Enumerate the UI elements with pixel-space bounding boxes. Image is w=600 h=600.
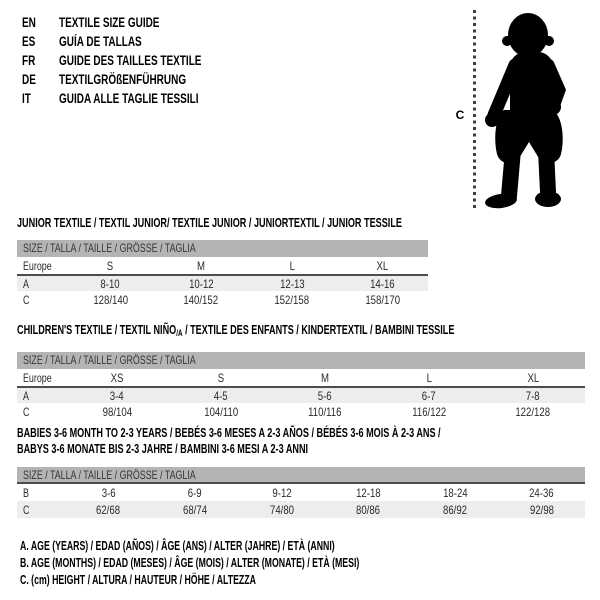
row-label: C xyxy=(23,404,30,419)
junior-table-title-text: JUNIOR TEXTILE / TEXTIL JUNIOR/ TEXTILE JUNIOR / JUNIORTEXTIL / JUNIOR TESSILE xyxy=(17,215,402,230)
value-cell: 68/74 xyxy=(182,502,208,517)
size-header-text: SIZE / TALLA / TAILLE / GRÖSSE / TAGLIA xyxy=(23,241,196,255)
row-label: Europe xyxy=(23,258,52,273)
junior-table-title xyxy=(17,215,428,231)
value-cell: 14-16 xyxy=(370,276,395,291)
value-cell: 80/86 xyxy=(356,502,381,517)
table-row-age xyxy=(17,274,428,291)
size-cell: M xyxy=(197,258,206,273)
table-row-age xyxy=(17,386,585,403)
footnote-c: C. (cm) HEIGHT / ALTURA / HAUTEUR / HÖHE / ALTEZZA xyxy=(20,573,256,587)
table-row-age-months xyxy=(17,484,585,501)
height-measure-label: C xyxy=(455,108,465,122)
language-code: ES xyxy=(22,34,36,49)
size-header-bar xyxy=(17,352,585,369)
size-header-bar xyxy=(17,240,428,257)
legend-row-fr xyxy=(22,51,252,70)
size-cell: XL xyxy=(376,258,389,273)
language-legend xyxy=(22,13,252,108)
footnotes xyxy=(20,538,505,589)
table-row-region xyxy=(17,257,428,274)
table-row-height xyxy=(17,291,428,308)
value-cell: 86/92 xyxy=(443,502,468,517)
language-code: EN xyxy=(22,15,36,30)
guide-title-it: GUIDA ALLE TAGLIE TESSILI xyxy=(59,91,199,106)
value-cell: 12-18 xyxy=(356,485,381,500)
table-row-height xyxy=(17,501,585,518)
height-measure-dashed-line xyxy=(473,10,476,208)
children-size-table xyxy=(17,322,585,420)
legend-row-it xyxy=(22,89,252,108)
value-cell: 98/104 xyxy=(102,404,132,419)
value-cell: 62/68 xyxy=(96,502,121,517)
guide-title-de: TEXTILGRÖßENFÜHRUNG xyxy=(59,72,187,87)
footnote-a: A. AGE (YEARS) / EDAD (AÑOS) / ÂGE (ANS) / ALTER (JAHRE) / ETÀ (ANNI) xyxy=(20,539,335,553)
size-cell: M xyxy=(321,370,329,385)
row-label: C xyxy=(23,502,30,517)
babies-size-table xyxy=(17,425,585,518)
value-cell: 6-7 xyxy=(422,388,436,403)
row-label: C xyxy=(23,292,30,307)
baby-silhouette-icon xyxy=(482,9,572,211)
size-cell: L xyxy=(426,370,432,385)
value-cell: 122/128 xyxy=(515,404,551,419)
language-code: FR xyxy=(22,53,36,68)
value-cell: 74/80 xyxy=(269,502,294,517)
size-header-text: SIZE / TALLA / TAILLE / GRÖSSE / TAGLIA xyxy=(23,468,196,482)
legend-row-es xyxy=(22,32,252,51)
value-cell: 3-4 xyxy=(110,388,124,403)
babies-table-title xyxy=(17,425,585,457)
language-code: DE xyxy=(22,72,36,87)
size-header-text: SIZE / TALLA / TAILLE / GRÖSSE / TAGLIA xyxy=(23,353,196,367)
value-cell: 8-10 xyxy=(100,276,120,291)
children-table-title-text: CHILDREN'S TEXTILE / TEXTIL $NIÑO_{/A}$ / TEXTILE DES ENFANTS / KINDERTEXTIL / BAMBINI TESSILE xyxy=(17,322,455,338)
table-row-height xyxy=(17,403,585,420)
value-cell: 158/170 xyxy=(365,292,400,307)
value-cell: 116/122 xyxy=(412,404,446,419)
row-label: Europe xyxy=(23,370,52,385)
value-cell: 128/140 xyxy=(93,292,128,307)
legend-row-de xyxy=(22,70,252,89)
value-cell: 140/152 xyxy=(183,292,219,307)
size-header-bar xyxy=(17,467,585,484)
value-cell: 7-8 xyxy=(526,388,540,403)
legend-row-en xyxy=(22,13,252,32)
junior-size-table xyxy=(17,215,428,308)
guide-title-fr: GUIDE DES TAILLES TEXTILE xyxy=(59,53,202,68)
subscript-text: /A xyxy=(176,328,183,338)
size-cell: XL xyxy=(527,370,539,385)
language-code: IT xyxy=(22,91,31,106)
row-label: A xyxy=(23,276,29,291)
table-row-region xyxy=(17,369,585,386)
size-cell: XS xyxy=(110,370,124,385)
value-cell: 104/110 xyxy=(204,404,238,419)
value-cell: 9-12 xyxy=(272,485,292,500)
children-table-title xyxy=(17,322,585,341)
value-cell: 6-9 xyxy=(188,485,202,500)
value-cell: 24-36 xyxy=(529,485,554,500)
size-cell: S xyxy=(217,370,225,385)
value-cell: 12-13 xyxy=(279,276,305,291)
row-label: B xyxy=(23,485,29,500)
value-cell: 10-12 xyxy=(188,276,214,291)
size-cell: L xyxy=(289,258,295,273)
size-cell: S xyxy=(107,258,114,273)
babies-title-line2: BABYS 3-6 MONATE BIS 2-3 JAHRE / BAMBINI 3-6 MESI A 2-3 ANNI xyxy=(17,441,309,456)
value-cell: 5-6 xyxy=(318,388,332,403)
value-cell: 3-6 xyxy=(101,485,116,500)
value-cell: 4-5 xyxy=(214,388,228,403)
guide-title-en: TEXTILE SIZE GUIDE xyxy=(59,15,160,30)
guide-title-es: GUÍA DE TALLAS xyxy=(59,34,142,49)
value-cell: 18-24 xyxy=(442,485,468,500)
babies-title-line1: BABIES 3-6 MONTH TO 2-3 YEARS / BEBÉS 3-6 MESES A 2-3 AÑOS / BÉBÉS 3-6 MOIS À 2-3 ANS / xyxy=(17,425,441,440)
value-cell: 92/98 xyxy=(529,502,554,517)
row-label: A xyxy=(23,388,29,403)
value-cell: 110/116 xyxy=(308,404,342,419)
footnote-b: B. AGE (MONTHS) / EDAD (MESES) / ÂGE (MOIS) / ALTER (MONATE) / ETÀ (MESI) xyxy=(20,556,360,570)
value-cell: 152/158 xyxy=(274,292,310,307)
